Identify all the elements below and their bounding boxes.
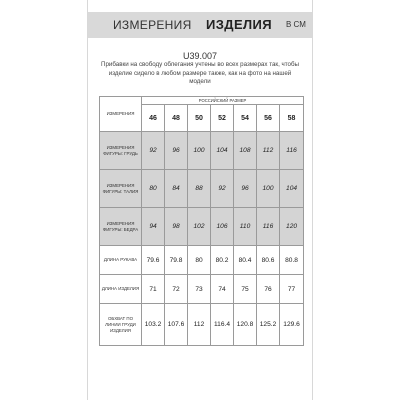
- table-cell: 76: [257, 275, 280, 304]
- table-cell: 96: [234, 170, 257, 208]
- table-cell: 102: [188, 208, 211, 246]
- table-cell: 80.6: [257, 246, 280, 275]
- table-cell: 98: [165, 208, 188, 246]
- table-row: [100, 246, 304, 275]
- table-cell: 80.2: [211, 246, 234, 275]
- size-header: 58: [280, 105, 304, 132]
- table-row: [100, 170, 304, 208]
- row-label: ДЛИНА ИЗДЕЛИЯ: [100, 275, 142, 304]
- header-bar: [88, 12, 312, 38]
- size-header: 54: [234, 105, 257, 132]
- table-cell: 112: [188, 304, 211, 346]
- size-header: 50: [188, 105, 211, 132]
- table-row: [100, 304, 304, 346]
- table-cell: 100: [257, 170, 280, 208]
- table-cell: 96: [165, 132, 188, 170]
- table-cell: 120: [280, 208, 304, 246]
- header-title-measurements: ИЗМЕРЕНИЯ: [113, 18, 192, 32]
- table-cell: 104: [211, 132, 234, 170]
- row-label: ОБХВАТ ПО ЛИНИИ ГРУДИ ИЗДЕЛИЯ: [100, 304, 142, 346]
- table-cell: 107.6: [165, 304, 188, 346]
- table-cell: 116: [280, 132, 304, 170]
- row-label: ДЛИНА РУКАВА: [100, 246, 142, 275]
- table-cell: 80.4: [234, 246, 257, 275]
- header-unit: В СМ: [286, 20, 306, 29]
- table-cell: 116: [257, 208, 280, 246]
- table-cell: 88: [188, 170, 211, 208]
- model-code: U39.007: [182, 51, 218, 61]
- table-cell: 116.4: [211, 304, 234, 346]
- size-header: 56: [257, 105, 280, 132]
- table-cell: 75: [234, 275, 257, 304]
- table-cell: 100: [188, 132, 211, 170]
- table-cell: 92: [211, 170, 234, 208]
- table-cell: 108: [234, 132, 257, 170]
- table-cell: 80: [142, 170, 165, 208]
- table-cell: 125.2: [257, 304, 280, 346]
- table-cell: 79.8: [165, 246, 188, 275]
- table-cell: 80: [188, 246, 211, 275]
- table-cell: 104: [280, 170, 304, 208]
- size-table: [99, 96, 304, 346]
- table-row: [100, 275, 304, 304]
- fit-note: Прибавки на свободу облегания учтены во всех размерах так, чтобы изделие сидело в любом размере также, как на фото на нашей модели: [101, 61, 299, 85]
- table-cell: 72: [165, 275, 188, 304]
- table-cell: 73: [188, 275, 211, 304]
- table-row: [100, 132, 304, 170]
- table-cell: 94: [142, 208, 165, 246]
- table-cell: 79.6: [142, 246, 165, 275]
- table-cell: 103.2: [142, 304, 165, 346]
- table-cell: 74: [211, 275, 234, 304]
- row-label: ИЗМЕРЕНИЯ ФИГУРЫ: ГРУДЬ: [100, 132, 142, 170]
- size-table-body: [100, 97, 304, 346]
- size-chart-page: [87, 0, 313, 400]
- table-cell: 71: [142, 275, 165, 304]
- table-cell: 84: [165, 170, 188, 208]
- table-cell: 106: [211, 208, 234, 246]
- size-header: 48: [165, 105, 188, 132]
- row-label: ИЗМЕРЕНИЯ ФИГУРЫ: ТАЛИЯ: [100, 170, 142, 208]
- table-cell: 110: [234, 208, 257, 246]
- size-header: 52: [211, 105, 234, 132]
- table-cell: 120.8: [234, 304, 257, 346]
- size-header: 46: [142, 105, 165, 132]
- row-label: ИЗМЕРЕНИЯ ФИГУРЫ: БЕДРА: [100, 208, 142, 246]
- table-row: [100, 208, 304, 246]
- table-cell: 80.8: [280, 246, 304, 275]
- table-cell: 77: [280, 275, 304, 304]
- table-cell: 129.6: [280, 304, 304, 346]
- header-title-garment: ИЗДЕЛИЯ: [206, 17, 273, 32]
- size-caption: РОССИЙСКИЙ РАЗМЕР: [142, 97, 304, 105]
- corner-label: ИЗМЕРЕНИЯ: [100, 97, 142, 132]
- table-cell: 112: [257, 132, 280, 170]
- table-cell: 92: [142, 132, 165, 170]
